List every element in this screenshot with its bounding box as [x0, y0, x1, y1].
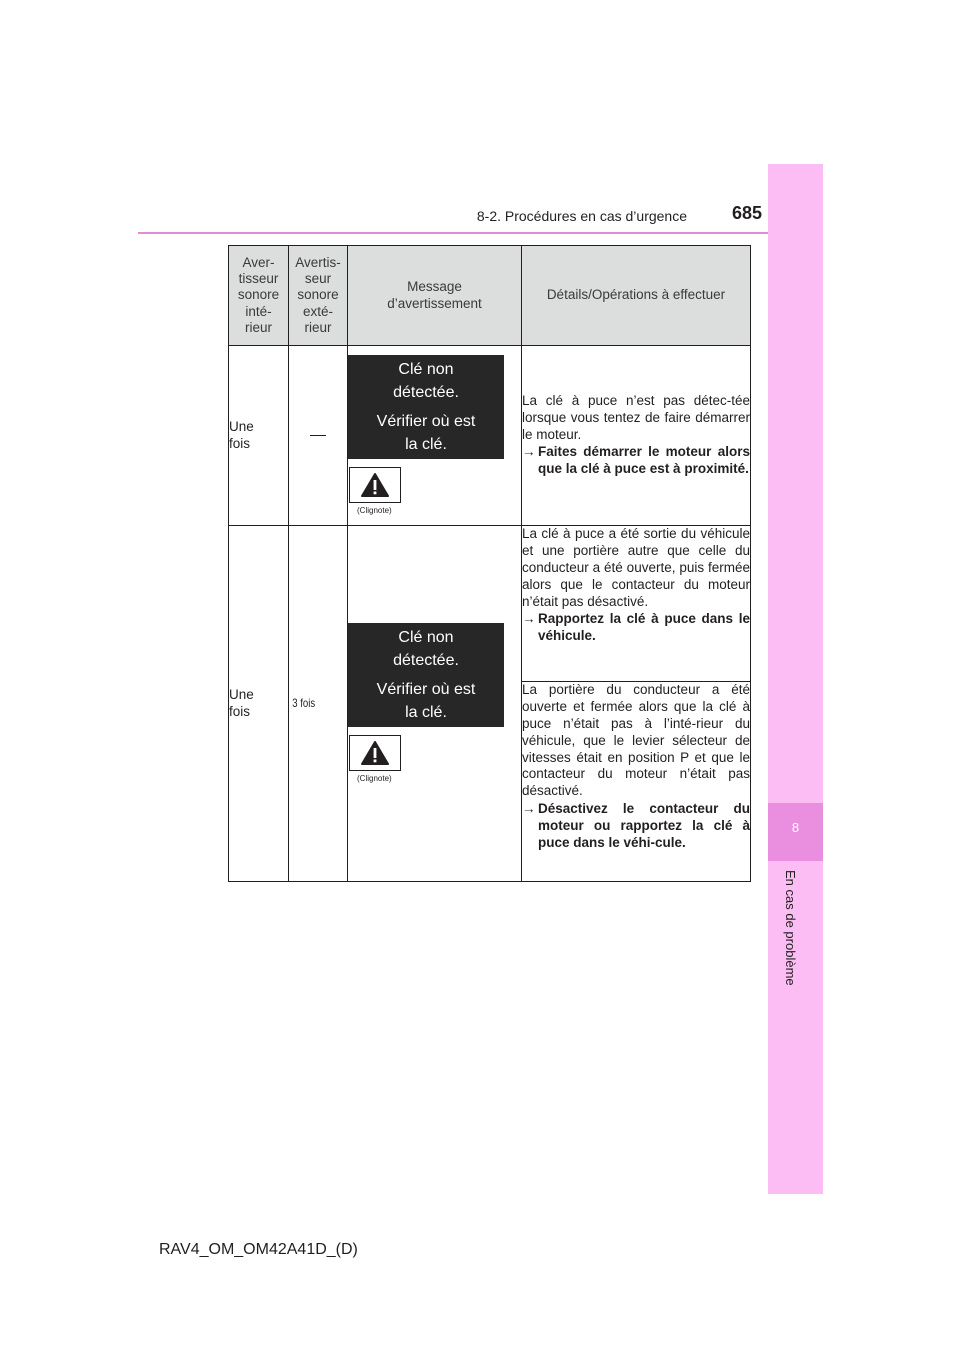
action-item	[522, 444, 750, 478]
message-line: détectée.	[393, 383, 459, 401]
warning-triangle-icon	[349, 735, 401, 771]
warning-message-display	[348, 623, 504, 727]
details-text: La clé à puce n’est pas détec-tée lorsque vous tentez de faire démarrer le moteur.	[522, 392, 750, 442]
header-exterior-buzzer: Avertis- seur sonore exté- rieur	[289, 246, 348, 346]
message-line: Clé non	[398, 628, 454, 646]
action-item	[522, 801, 750, 852]
chapter-number: 8	[791, 820, 800, 835]
message-line: Vérifier où est	[376, 413, 476, 430]
action-item	[522, 611, 750, 645]
details-text: La clé à puce a été sortie du véhicule et une portière autre que celle du conducteur a été ouverte, puis fermée alors que le contacteur du moteur n’était pas désactivé.	[522, 526, 750, 609]
message-line: la clé.	[405, 704, 447, 722]
message-cell	[348, 346, 522, 526]
arrow-icon: →	[522, 801, 536, 817]
action-text: Faites démarrer le moteur alors que la clé à puce est à proximité.	[538, 444, 750, 477]
icon-note: (Clignote)	[357, 506, 392, 515]
message-line: Vérifier où est	[376, 681, 476, 698]
details-cell	[522, 682, 751, 882]
details-cell	[522, 526, 751, 682]
exterior-buzzer-cell	[289, 346, 348, 526]
chapter-side-tab	[768, 164, 823, 1194]
section-title: 8-2. Procédures en cas d’urgence	[476, 208, 687, 224]
model-code: RAV4_OM_OM42A41D_(D)	[159, 1241, 358, 1258]
chapter-title: En cas de problème	[783, 870, 798, 986]
table-row	[229, 346, 751, 526]
exterior-count: 3 fois	[292, 696, 316, 710]
message-line: détectée.	[393, 651, 459, 669]
message-line: la clé.	[405, 436, 447, 454]
header-message: Message d’avertissement	[348, 246, 522, 346]
header-interior-buzzer: Aver- tisseur sonore inté- rieur	[229, 246, 289, 346]
details-cell	[522, 346, 751, 526]
page-number: 685	[731, 203, 762, 223]
table-row	[229, 526, 751, 682]
table-header-row	[229, 246, 751, 346]
warning-message-display	[348, 355, 504, 459]
message-line: Clé non	[398, 360, 454, 378]
warning-table	[228, 245, 751, 882]
none-dash	[310, 435, 326, 436]
arrow-icon: →	[522, 611, 536, 627]
interior-buzzer-cell: Une fois	[229, 526, 289, 882]
details-text: La portière du conducteur a été ouverte et fermée alors que la clé à puce n’était pas à l’inté-rieur du véhicule, que le levier sélecteur de vitesses était en position P et que le contacteur du moteur n’était pas désactivé.	[522, 682, 750, 799]
action-text: Rapportez la clé à puce dans le véhicule.	[538, 611, 750, 644]
action-text: Désactivez le contacteur du moteur ou rapportez la clé à puce dans le véhi-cule.	[538, 801, 750, 850]
exterior-buzzer-cell	[289, 526, 348, 882]
header-divider	[138, 232, 823, 234]
header-details: Détails/Opérations à effectuer	[522, 246, 751, 346]
icon-note: (Clignote)	[357, 774, 392, 783]
message-cell	[348, 526, 522, 882]
warning-triangle-icon	[349, 467, 401, 503]
arrow-icon: →	[522, 444, 536, 460]
interior-buzzer-cell: Une fois	[229, 346, 289, 526]
